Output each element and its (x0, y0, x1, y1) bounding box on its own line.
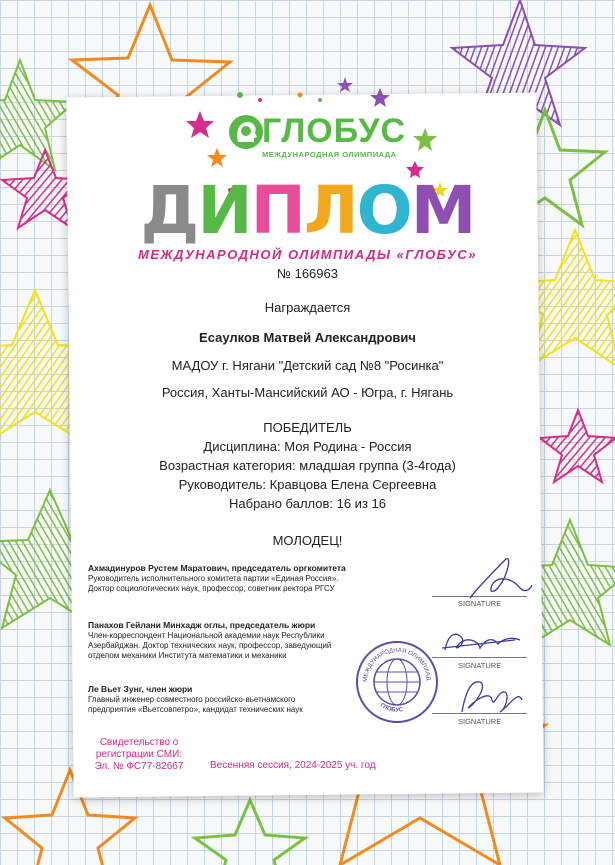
signatory-desc: Азербайджан. Доктор технических наук, профессор, заведующий (88, 641, 332, 650)
title-letter: П (250, 172, 304, 249)
institution: МАДОУ г. Нягани "Детский сад №8 "Росинка" (171, 358, 444, 373)
title-letter: Л (303, 172, 357, 249)
signatory-desc: Член-корреспондент Национальной академии наук Республики (88, 631, 325, 640)
stamp-bottom-text: ГЛОБУС (378, 702, 404, 714)
recipient-name: Есаулков Матвей Александрович (199, 330, 416, 345)
title-letter: М (410, 172, 475, 249)
signatory-desc: Доктор социологических наук, профессор, советник ректора РГСУ (88, 584, 335, 593)
praise: МОЛОДЕЦ! (272, 533, 343, 548)
signatory-desc: отделом механики Института математики и механики (88, 651, 287, 660)
reg-line: регистрации СМИ: (95, 749, 183, 760)
signature-label: SIGNATURE (458, 661, 502, 670)
session-label: Весенняя сессия, 2024-2025 уч. год (210, 760, 376, 771)
logo-name: ГЛОБУС (262, 112, 407, 150)
signature-label: SIGNATURE (458, 599, 502, 608)
olympiad-stamp (355, 640, 440, 725)
signatory-desc: Руководитель исполнительного комитета партии «Единая Россия». (88, 574, 339, 583)
logo-subtitle: МЕЖДУНАРОДНАЯ ОЛИМПИАДА (262, 150, 397, 159)
signature-1 (470, 559, 532, 598)
title-letter: О (356, 172, 411, 249)
registration-info (84, 737, 194, 773)
diploma-number: № 166963 (277, 266, 338, 281)
location: Россия, Ханты-Мансийский АО - Югра, г. Нягань (161, 385, 454, 400)
reg-line: Эл. № ФС77-82667 (94, 761, 184, 772)
signature-3 (462, 682, 522, 712)
title-letter: И (197, 172, 251, 249)
supervisor: Руководитель: Кравцова Елена Сергеевна (178, 477, 437, 492)
diploma-subtitle: МЕЖДУНАРОДНОЙ ОЛИМПИАДЫ «ГЛОБУС» (138, 247, 477, 262)
discipline: Дисциплина: Моя Родина - Россия (203, 439, 412, 454)
title-letter: Д (140, 172, 198, 249)
signatory-desc: Главный инженер совместного российско-вьетнамского (88, 695, 296, 704)
signatory-name: Ахмадинуров Рустем Маратович, председатель оргкомитета (88, 563, 346, 573)
age-category: Возрастная категория: младшая группа (3-4года) (159, 458, 456, 473)
reg-line: Свидетельство о (99, 737, 179, 748)
signature-label: SIGNATURE (458, 717, 502, 726)
score: Набрано баллов: 16 из 16 (229, 496, 386, 511)
place: ПОБЕДИТЕЛЬ (263, 420, 352, 435)
globe-stamp-icon (355, 640, 440, 725)
signatory-desc: предприятия «Вьетсовпетро», кандидат технических наук (88, 705, 303, 714)
stamp-top-text: МЕЖДУНАРОДНАЯ ОЛИМПИАД (362, 647, 432, 683)
signatory-name: Ле Вьет Зунг, член жюри (88, 684, 193, 694)
signature-2 (442, 634, 520, 650)
awarded-label: Награждается (264, 300, 351, 315)
signatory-name: Панахов Гейлани Минхадж оглы, председатель жюри (88, 620, 316, 630)
